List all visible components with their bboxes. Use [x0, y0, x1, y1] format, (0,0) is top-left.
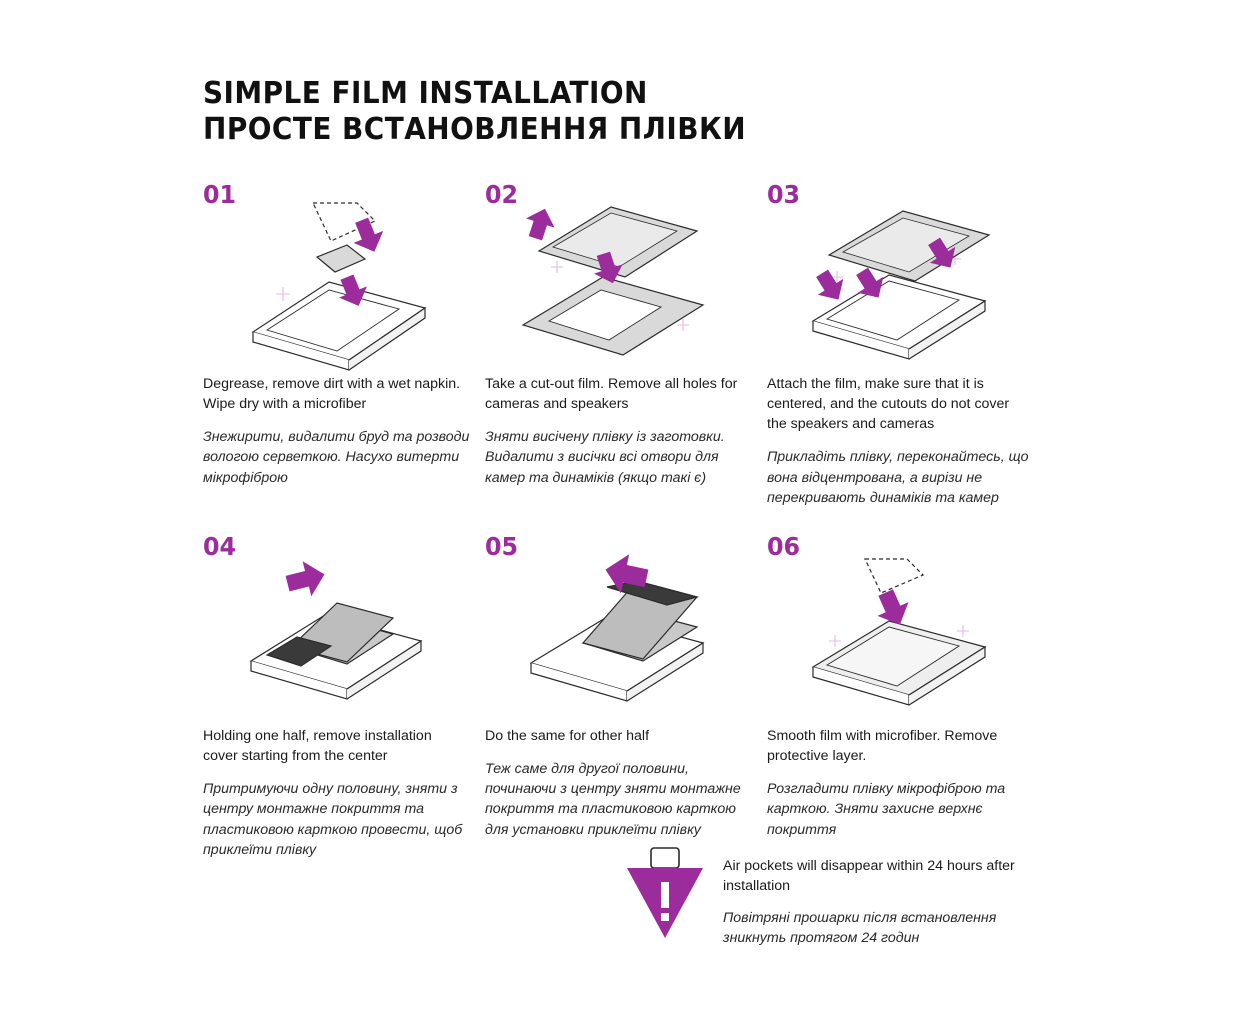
step-caption-ua: Прикладіть плівку, переконайтесь, що вона відцентрована, а вирізи не перекривають динаміків та камер [767, 449, 1029, 506]
steps-row-1 [203, 182, 1049, 512]
step-caption-en: Attach the film, make sure that it is centered, and the cutouts do not cover the speakers and cameras [767, 376, 1010, 433]
step-caption-ua: Зняти висічену плівку із заготовки. Видалити з висічки всі отвори для камер та динаміків (якщо такі є) [485, 429, 725, 486]
step-number: 06 [767, 532, 801, 561]
step-caption-en: Degrease, remove dirt with a wet napkin. Wipe dry with a microfiber [203, 376, 461, 413]
step-number: 01 [203, 180, 237, 209]
step-05 [485, 534, 767, 860]
step-caption-ua: Знежирити, видалити бруд та розводи вологою серветкою. Насухо витерти мікрофіброю [203, 429, 470, 486]
page-title-ua: ПРОСТЕ ВСТАНОВЛЕННЯ ПЛІВКИ [203, 111, 747, 147]
phone-with-napkin-wipe-icon [205, 199, 470, 374]
step-caption-ua: Теж саме для другої половини, починаючи з центру зняти монтажне покриття та пластиковою карткою для установки приклеїти плівку [485, 761, 741, 838]
step-01 [203, 182, 485, 512]
step-06 [767, 534, 1049, 860]
footer-note [625, 846, 1033, 949]
cut-out-film-sheet-icon [487, 199, 752, 374]
step-number: 04 [203, 532, 237, 561]
peel-second-half-icon [487, 551, 752, 726]
smooth-film-microfiber-icon [769, 551, 1034, 726]
step-number: 05 [485, 532, 519, 561]
step-04 [203, 534, 485, 860]
steps-grid [203, 182, 1049, 860]
step-caption-ua: Притримуючи одну половину, зняти з центру монтажне покриття та пластиковою карткою провести, щоб приклеїти плівку [203, 781, 463, 858]
footer-note-en: Air pockets will disappear within 24 hours after installation [723, 858, 1015, 895]
step-caption-ua: Розгладити плівку мікрофіброю та карткою. Зняти захисне верхнє покриття [767, 781, 1006, 838]
warning-exclamation-icon [625, 846, 705, 946]
page-title-en: SIMPLE FILM INSTALLATION [203, 76, 648, 111]
align-film-on-phone-icon [769, 199, 1034, 374]
step-caption-en: Take a cut-out film. Remove all holes for cameras and speakers [485, 376, 738, 413]
step-caption-en: Smooth film with microfiber. Remove protective layer. [767, 728, 998, 765]
page-header [203, 78, 1003, 146]
step-caption-en: Do the same for other half [485, 728, 650, 744]
footer-texts [723, 846, 1033, 949]
step-number: 03 [767, 180, 801, 209]
step-number: 02 [485, 180, 519, 209]
step-caption-en: Holding one half, remove installation cover starting from the center [203, 728, 432, 765]
footer-note-ua: Повітряні прошарки після встановлення зникнуть протягом 24 годин [723, 910, 997, 947]
peel-first-half-icon [205, 551, 470, 726]
step-03 [767, 182, 1049, 512]
steps-row-2 [203, 534, 1049, 860]
step-02 [485, 182, 767, 512]
